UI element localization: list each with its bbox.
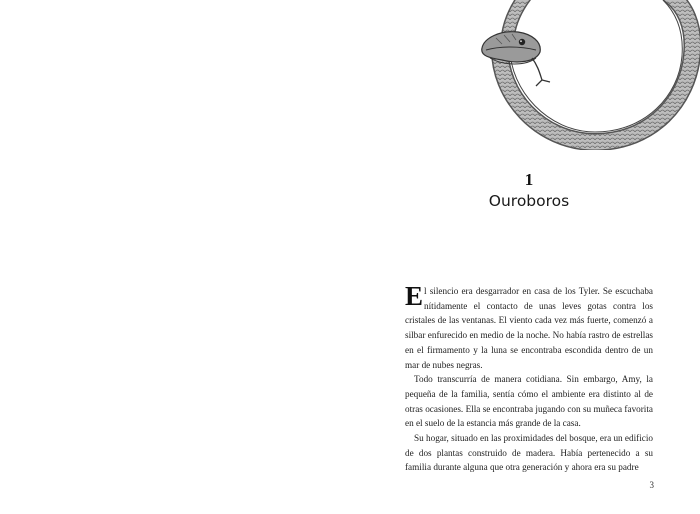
chapter-title: Ouroboros xyxy=(488,192,570,210)
chapter-number: 1 xyxy=(524,170,534,189)
paragraph-2: Todo transcurría de manera cotidiana. Sin embargo, Amy, la pequeña de la familia, sentía cómo el ambiente era distinto al de otras ocasiones. Ella se encontraba jugando con su muñeca favorita en el suelo de la estancia más grande de la casa. xyxy=(405,374,653,429)
ouroboros-serpent-icon xyxy=(470,0,700,150)
paragraph-1 xyxy=(405,281,653,372)
paragraph-3: Su hogar, situado en las proximidades del bosque, era un edificio de dos plantas construido de madera. Había pertenecido a su familia durante alguna que otra generación y ahora era su padre xyxy=(405,433,653,473)
drop-cap: E xyxy=(405,281,424,311)
page-number: 3 xyxy=(649,480,654,490)
paragraph-1-text: l silencio era desgarrador en casa de los Tyler. Se escuchaba nítidamente el contacto de unas leves gotas contra los cristales de las ventanas. El viento cada vez más fuerte, comenzó a silbar enfurecido en medio de la noche. No había rastro de estrellas en el firmamento y la luna se encontraba escondida dentro de un mar de nubes negras. xyxy=(405,286,653,370)
chapter-body xyxy=(405,281,653,475)
